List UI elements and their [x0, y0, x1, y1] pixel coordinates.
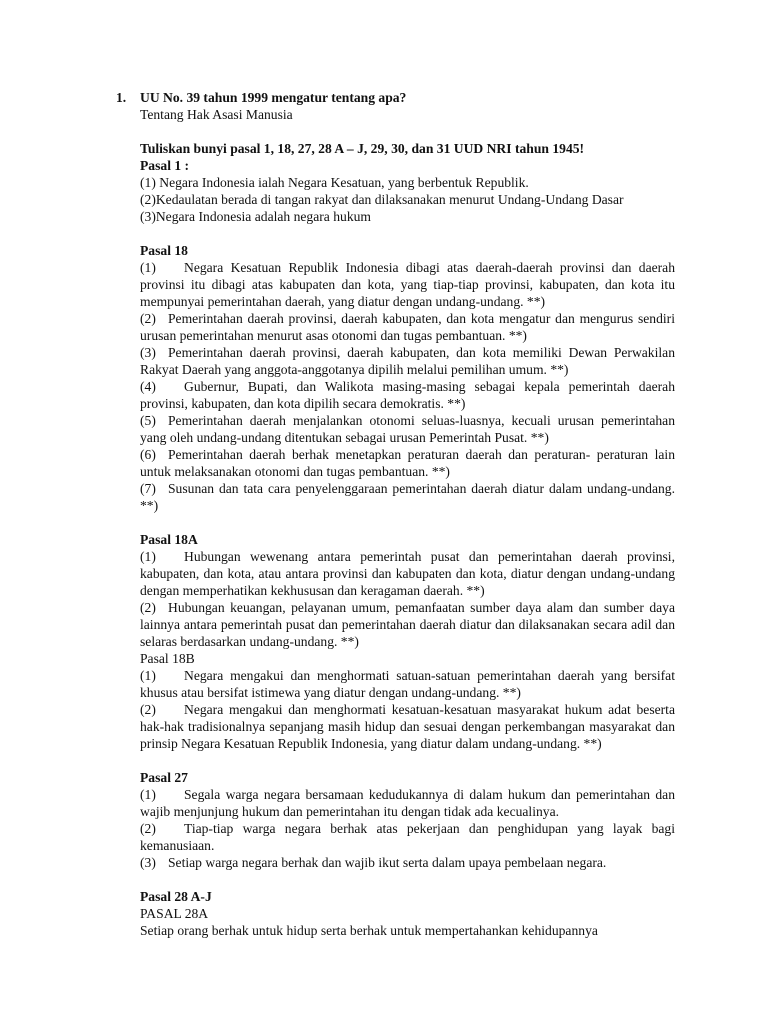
pasal18-item-4: (4) Gubernur, Bupati, dan Walikota masing-masing sebagai kepala pemerintah daerah provinsi, kabupaten, dan kota dipilih secara demokratis. **) [140, 379, 675, 411]
pasal27-heading: Pasal 27 [140, 770, 188, 785]
pasal27-item-3: (3) Setiap warga negara berhak dan wajib ikut serta dalam upaya pembelaan negara. [140, 855, 607, 870]
pasal1-item: (2)Kedaulatan berada di tangan rakyat dan dilaksanakan menurut Undang-Undang Dasar [140, 192, 624, 207]
pasal18-item-3: (3) Pemerintahan daerah provinsi, daerah kabupaten, dan kota memiliki Dewan Perwakilan Rakyat Daerah yang anggota-anggotanya dipilih melalui pemilihan umum. **) [140, 345, 675, 377]
pasal18-item-6: (6) Pemerintahan daerah berhak menetapkan peraturan daerah dan peraturan- peraturan lain untuk melaksanakan otonomi dan tugas pembantuan. **) [140, 447, 675, 479]
pasal1-heading: Pasal 1 : [140, 158, 190, 173]
pasal27-item-2: (2) Tiap-tiap warga negara berhak atas pekerjaan dan penghidupan yang layak bagi kemanusiaan. [140, 821, 675, 853]
pasal18a-item-1: (1) Hubungan wewenang antara pemerintah pusat dan pemerintahan daerah provinsi, kabupaten, dan kota, atau antara provinsi dan kabupaten dan kota, diatur dengan undang-undang dengan memperhatikan kekhususan dan keragaman daerah. **) [140, 549, 675, 598]
pasal18b-heading: Pasal 18B [140, 651, 195, 666]
pasal28a-text: Setiap orang berhak untuk hidup serta berhak untuk mempertahankan kehidupannya [140, 923, 598, 938]
pasal28a-subheading: PASAL 28A [140, 906, 209, 921]
question-number: 1. [116, 90, 127, 105]
pasal18a-item-2: (2) Hubungan keuangan, pelayanan umum, pemanfaatan sumber daya alam dan sumber daya lainnya antara pemerintah pusat dan pemerintahan daerah diatur dan dilaksanakan secara adil dan selaras berdasarkan undang-undang. **) [140, 600, 675, 649]
pasal18-item-2: (2) Pemerintahan daerah provinsi, daerah kabupaten, dan kota mengatur dan mengurus sendiri urusan pemerintahan menurut asas otonomi dan tugas pembantuan. **) [140, 311, 675, 343]
pasal18-heading: Pasal 18 [140, 243, 188, 258]
pasal1-item: (3)Negara Indonesia adalah negara hukum [140, 209, 371, 224]
pasal18-item-1: (1) Negara Kesatuan Republik Indonesia dibagi atas daerah-daerah provinsi dan daerah provinsi itu dibagi atas kabupaten dan kota, yang tiap-tiap provinsi, kabupaten, dan kota itu mempunyai pemerintahan daerah, yang diatur dengan undang-undang. **) [140, 260, 675, 309]
question-answer: Tentang Hak Asasi Manusia [140, 107, 293, 122]
document-content [140, 89, 675, 939]
pasal18b-item-1: (1) Negara mengakui dan menghormati satuan-satuan pemerintahan daerah yang bersifat khusus atau bersifat istimewa yang diatur dengan undang-undang. **) [140, 668, 675, 700]
pasal18a-heading: Pasal 18A [140, 532, 198, 547]
instruction-text: Tuliskan bunyi pasal 1, 18, 27, 28 A – J, 29, 30, dan 31 UUD NRI tahun 1945! [140, 141, 585, 156]
pasal27-item-1: (1) Segala warga negara bersamaan kedudukannya di dalam hukum dan pemerintahan dan wajib menjunjung hukum dan pemerintahan itu dengan tidak ada kecualinya. [140, 787, 675, 819]
question-text: UU No. 39 tahun 1999 mengatur tentang apa? [140, 90, 407, 105]
pasal18-item-7: (7) Susunan dan tata cara penyelenggaraan pemerintahan daerah diatur dalam undang-undang. **) [140, 481, 675, 513]
pasal18-item-5: (5) Pemerintahan daerah menjalankan otonomi seluas-luasnya, kecuali urusan pemerintahan yang oleh undang-undang ditentukan sebagai urusan Pemerintah Pusat. **) [140, 413, 675, 445]
pasal1-item: (1) Negara Indonesia ialah Negara Kesatuan, yang berbentuk Republik. [140, 175, 529, 190]
pasal28-heading: Pasal 28 A-J [140, 889, 212, 904]
pasal18b-item-2: (2) Negara mengakui dan menghormati kesatuan-kesatuan masyarakat hukum adat beserta hak-hak tradisionalnya sepanjang masih hidup dan sesuai dengan perkembangan masyarakat dan prinsip Negara Kesatuan Republik Indonesia, yang diatur dalam undang-undang. **) [140, 702, 675, 751]
